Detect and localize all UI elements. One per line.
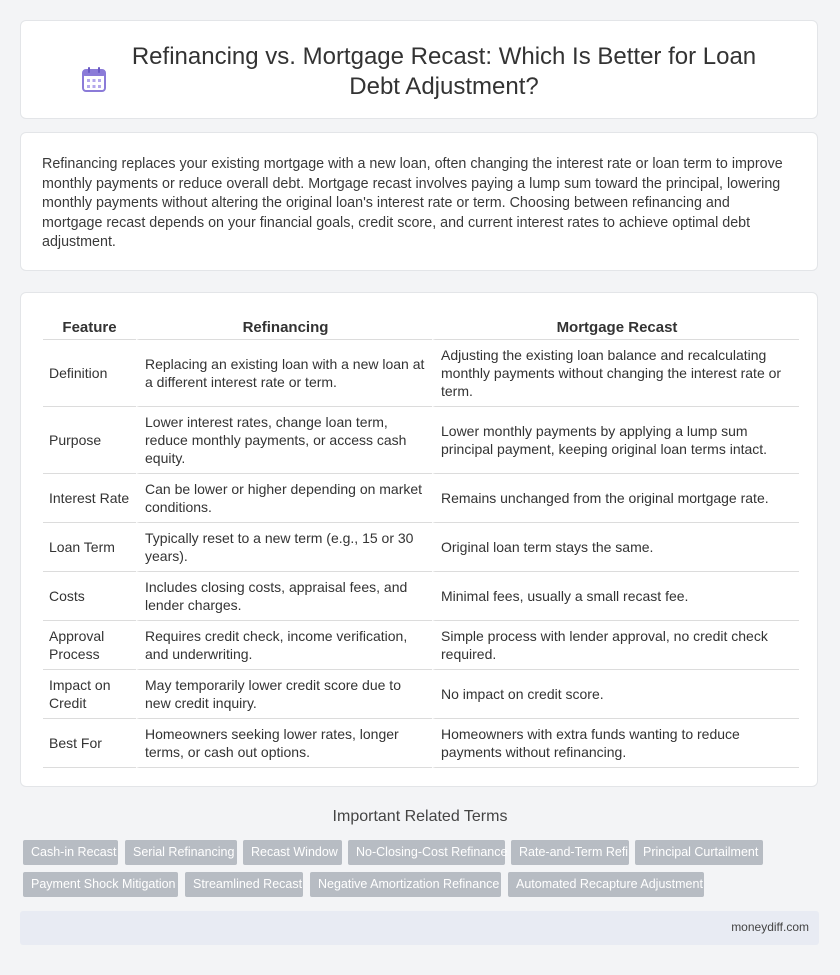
related-terms-title: Important Related Terms <box>332 808 508 825</box>
feature-cell: Costs <box>43 572 136 621</box>
tag-automated-recapture-adjustment[interactable]: Automated Recapture Adjustment <box>508 872 704 897</box>
recast-cell: Simple process with lender approval, no credit check required. <box>432 621 799 670</box>
header-feature: Feature <box>43 315 136 340</box>
calendar-icon <box>82 66 106 92</box>
table-row <box>43 340 799 407</box>
intro-paragraph: Refinancing replaces your existing mortgage with a new loan, often changing the interest rate or loan term to improve monthly payments or reduce overall debt. Mortgage recast involves paying a lump sum toward the principal, lowering monthly payments without altering the original loan's interest rate or term. Choosing between refinancing and mortgage recast depends on your financial goals, credit score, and current interest rates to achieve optimal debt adjustment. <box>42 156 783 250</box>
comparison-table <box>43 315 799 768</box>
table-row <box>43 719 799 768</box>
refinancing-cell: Lower interest rates, change loan term, reduce monthly payments, or access cash equity. <box>136 407 432 474</box>
tag-rate-and-term-refi[interactable]: Rate-and-Term Refi <box>511 840 629 865</box>
tag-serial-refinancing[interactable]: Serial Refinancing <box>125 840 237 865</box>
table-row <box>43 670 799 719</box>
intro-card <box>20 132 818 271</box>
tag-recast-window[interactable]: Recast Window <box>243 840 342 865</box>
recast-cell: Remains unchanged from the original mortgage rate. <box>432 474 799 523</box>
refinancing-cell: May temporarily lower credit score due to new credit inquiry. <box>136 670 432 719</box>
tag-streamlined-recast[interactable]: Streamlined Recast <box>185 872 303 897</box>
tag-negative-amortization-refinance[interactable]: Negative Amortization Refinance <box>310 872 501 897</box>
table-header-row <box>43 315 799 340</box>
table-row <box>43 621 799 670</box>
table-row <box>43 474 799 523</box>
recast-cell: Minimal fees, usually a small recast fee. <box>432 572 799 621</box>
feature-cell: Best For <box>43 719 136 768</box>
table-row <box>43 572 799 621</box>
tag-cash-in-recast[interactable]: Cash-in Recast <box>23 840 118 865</box>
recast-cell: No impact on credit score. <box>432 670 799 719</box>
comparison-card <box>20 292 818 787</box>
feature-cell: Interest Rate <box>43 474 136 523</box>
feature-cell: Approval Process <box>43 621 136 670</box>
recast-cell: Homeowners with extra funds wanting to reduce payments without refinancing. <box>432 719 799 768</box>
header-mortgage-recast: Mortgage Recast <box>432 315 799 340</box>
refinancing-cell: Can be lower or higher depending on market conditions. <box>136 474 432 523</box>
refinancing-cell: Requires credit check, income verification, and underwriting. <box>136 621 432 670</box>
refinancing-cell: Typically reset to a new term (e.g., 15 or 30 years). <box>136 523 432 572</box>
tag-no-closing-cost-refinance[interactable]: No-Closing-Cost Refinance <box>348 840 505 865</box>
tag-payment-shock-mitigation[interactable]: Payment Shock Mitigation <box>23 872 178 897</box>
page-title: Refinancing vs. Mortgage Recast: Which Is Better for Loan Debt Adjustment? <box>131 43 757 100</box>
feature-cell: Purpose <box>43 407 136 474</box>
title-card <box>20 20 818 119</box>
feature-cell: Impact on Credit <box>43 670 136 719</box>
recast-cell: Adjusting the existing loan balance and recalculating monthly payments without changing the interest rate or term. <box>432 340 799 407</box>
refinancing-cell: Replacing an existing loan with a new loan at a different interest rate or term. <box>136 340 432 407</box>
refinancing-cell: Includes closing costs, appraisal fees, and lender charges. <box>136 572 432 621</box>
refinancing-cell: Homeowners seeking lower rates, longer terms, or cash out options. <box>136 719 432 768</box>
feature-cell: Loan Term <box>43 523 136 572</box>
footer <box>20 911 819 945</box>
recast-cell: Lower monthly payments by applying a lump sum principal payment, keeping original loan terms intact. <box>432 407 799 474</box>
table-row <box>43 407 799 474</box>
feature-cell: Definition <box>43 340 136 407</box>
tag-principal-curtailment[interactable]: Principal Curtailment <box>635 840 763 865</box>
table-row <box>43 523 799 572</box>
footer-site-link[interactable]: moneydiff.com <box>731 920 809 934</box>
header-refinancing: Refinancing <box>136 315 432 340</box>
recast-cell: Original loan term stays the same. <box>432 523 799 572</box>
